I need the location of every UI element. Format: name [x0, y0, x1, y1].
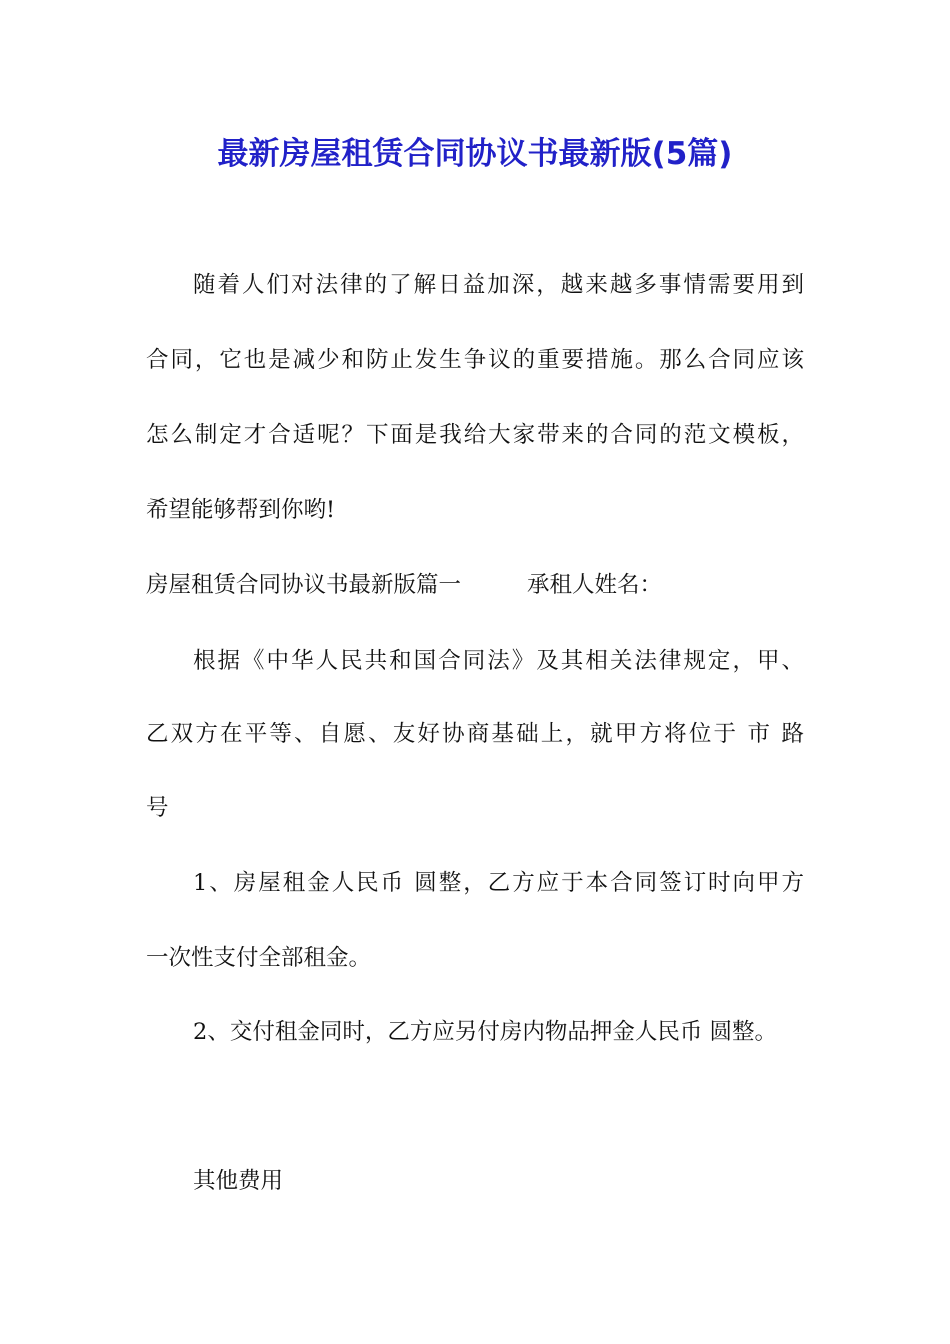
other-fees-heading: 其他费用: [193, 1168, 284, 1194]
intro-line-3: 怎么制定才合适呢？下面是我给大家带来的合同的范文模板，: [146, 422, 804, 448]
clause-2-line: 2、交付租金同时，乙方应另付房内物品押金人民币 圆整。: [193, 1019, 777, 1045]
section-heading-line: [146, 567, 662, 603]
section-subheading: 承租人姓名：: [527, 572, 663, 598]
intro-line-2: 合同，它也是减少和防止发生争议的重要措施。那么合同应该: [146, 347, 804, 373]
document-title: 最新房屋租赁合同协议书最新版(5篇): [217, 136, 733, 172]
intro-line-1: 随着人们对法律的了解日益加深，越来越多事情需要用到: [193, 272, 804, 298]
clause-1-line-2: 一次性支付全部租金。: [146, 945, 372, 971]
clause-1-line-1: 1、房屋租金人民币 圆整，乙方应于本合同签订时向甲方: [193, 870, 804, 896]
basis-line-3: 号: [146, 795, 169, 821]
basis-line-2: 乙双方在平等、自愿、友好协商基础上，就甲方将位于 市 路: [146, 721, 804, 747]
basis-line-1: 根据《中华人民共和国合同法》及其相关法律规定，甲、: [193, 648, 804, 674]
section-heading: 房屋租赁合同协议书最新版篇一: [146, 572, 462, 598]
intro-line-4: 希望能够帮到你哟!: [146, 497, 336, 523]
